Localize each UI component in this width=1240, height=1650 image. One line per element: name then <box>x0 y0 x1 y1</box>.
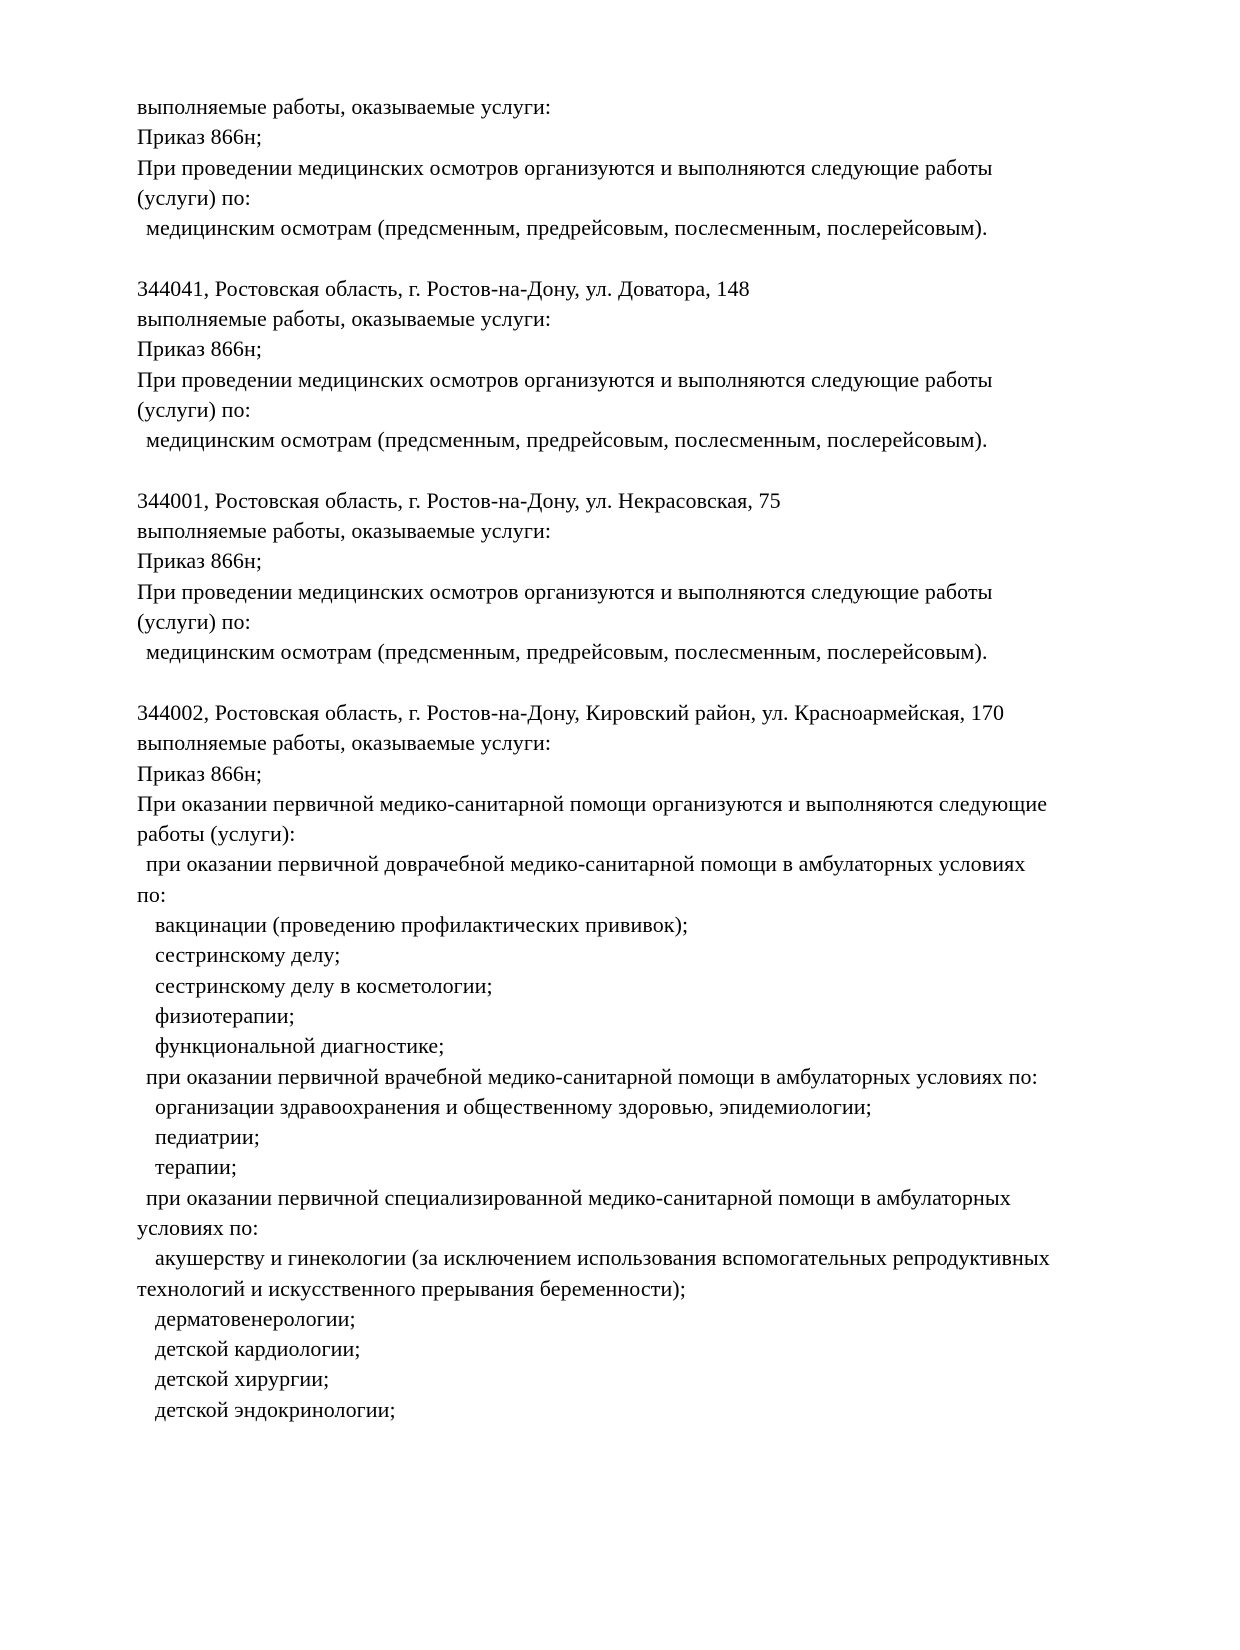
license-address-block <box>137 92 1222 243</box>
service-item: дерматовенерологии; <box>155 1305 356 1331</box>
works-services-label: выполняемые работы, оказываемые услуги: <box>137 518 552 544</box>
service-item: вакцинации (проведению профилактических прививок); <box>155 912 689 938</box>
service-item: детской кардиологии; <box>155 1336 361 1362</box>
service-item: организации здравоохранения и общественному здоровью, эпидемиологии; <box>155 1093 872 1119</box>
order-reference: Приказ 866н; <box>137 124 263 150</box>
service-item: сестринскому делу; <box>155 942 341 968</box>
service-item: медицинским осмотрам (предсменным, предрейсовым, послесменным, послерейсовым). <box>146 427 988 453</box>
document-line: При проведении медицинских осмотров организуются и выполняются следующие работы <box>137 366 993 392</box>
order-reference: Приказ 866н; <box>137 336 263 362</box>
address-line: 344001, Ростовская область, г. Ростов-на-Дону, ул. Некрасовская, 75 <box>137 487 781 513</box>
works-services-label: выполняемые работы, оказываемые услуги: <box>137 730 552 756</box>
document-line: работы (услуги): <box>137 821 296 847</box>
service-item: терапии; <box>155 1154 238 1180</box>
license-address-block <box>137 274 1222 456</box>
works-services-label: выполняемые работы, оказываемые услуги: <box>137 94 552 119</box>
service-category: при оказании первичной доврачебной медико-санитарной помощи в амбулаторных условиях <box>146 851 1026 877</box>
document-line: При проведении медицинских осмотров организуются и выполняются следующие работы <box>137 578 993 604</box>
service-item: медицинским осмотрам (предсменным, предрейсовым, послесменным, послерейсовым). <box>146 639 988 665</box>
service-category: при оказании первичной специализированной медико-санитарной помощи в амбулаторных <box>146 1184 1011 1210</box>
service-item: физиотерапии; <box>155 1002 295 1028</box>
license-address-block <box>137 698 1222 1425</box>
document-line: по: <box>137 881 167 907</box>
license-address-block <box>137 486 1222 668</box>
service-category: при оказании первичной врачебной медико-санитарной помощи в амбулаторных условиях по: <box>146 1063 1038 1089</box>
document-line: (услуги) по: <box>137 184 251 210</box>
service-item: медицинским осмотрам (предсменным, предрейсовым, послесменным, послерейсовым). <box>146 215 988 241</box>
address-line: 344041, Ростовская область, г. Ростов-на-Дону, ул. Доватора, 148 <box>137 275 750 301</box>
service-item: детской хирургии; <box>155 1366 330 1392</box>
document-line: (услуги) по: <box>137 609 251 635</box>
service-item: функциональной диагностике; <box>155 1033 445 1059</box>
service-item: педиатрии; <box>155 1124 260 1150</box>
service-item: акушерству и гинекологии (за исключением использования вспомогательных репродуктивных <box>155 1245 1050 1271</box>
service-item: сестринскому делу в косметологии; <box>155 972 493 998</box>
document-line: условиях по: <box>137 1214 259 1240</box>
order-reference: Приказ 866н; <box>137 548 263 574</box>
document-line: При оказании первичной медико-санитарной помощи организуются и выполняются следующие <box>137 790 1048 816</box>
order-reference: Приказ 866н; <box>137 760 263 786</box>
service-item: детской эндокринологии; <box>155 1396 396 1422</box>
document-line: При проведении медицинских осмотров организуются и выполняются следующие работы <box>137 154 993 180</box>
document-line: технологий и искусственного прерывания беременности); <box>137 1275 686 1301</box>
document-line: (услуги) по: <box>137 396 251 422</box>
works-services-label: выполняемые работы, оказываемые услуги: <box>137 306 552 332</box>
address-line: 344002, Ростовская область, г. Ростов-на-Дону, Кировский район, ул. Красноармейская, 170 <box>137 699 1005 725</box>
document-content <box>137 92 1222 1425</box>
